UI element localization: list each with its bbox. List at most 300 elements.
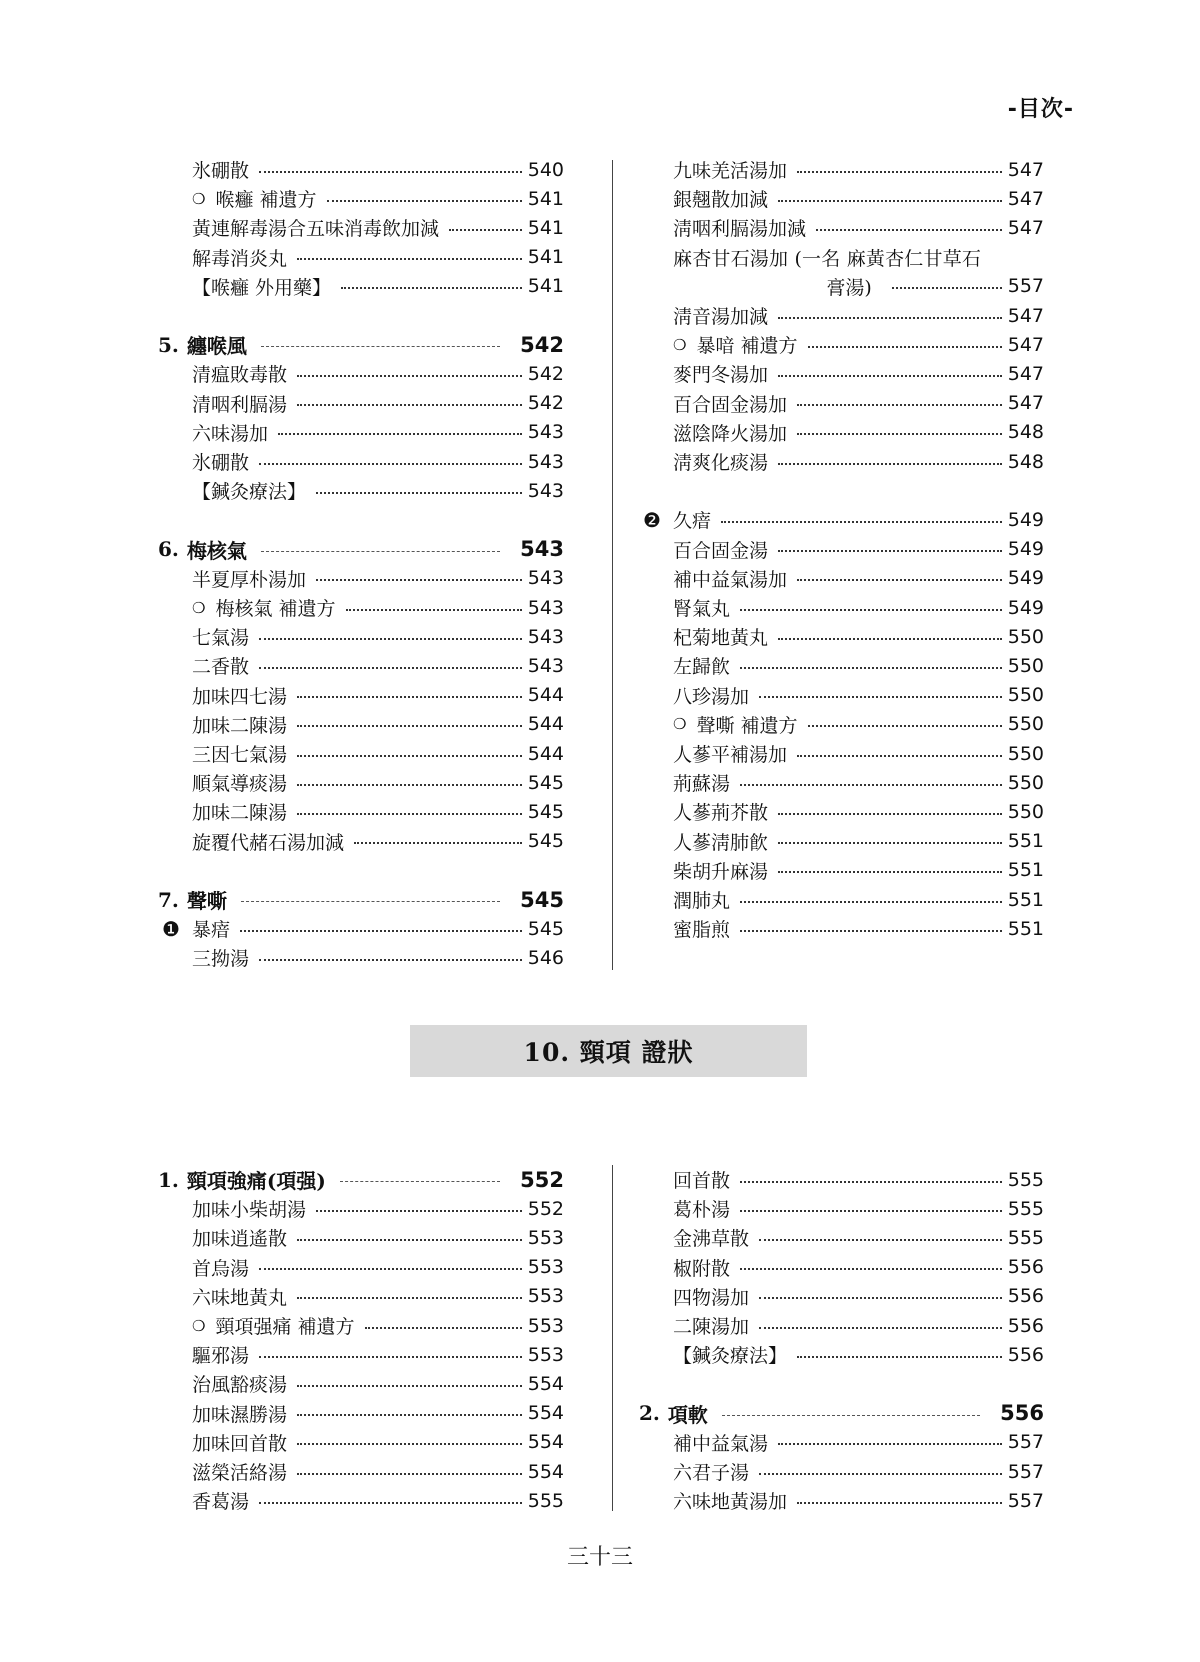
header-section-tag: -目次-	[1007, 97, 1074, 122]
column-divider-top	[612, 160, 613, 970]
entry-title: 加味回首散	[192, 1432, 288, 1455]
toc-entry	[673, 1253, 1044, 1282]
dot-leader	[316, 579, 522, 581]
section-title: 聲嘶	[186, 889, 227, 913]
page-number: 554	[527, 1460, 564, 1483]
toc-entry	[673, 593, 1044, 622]
toc-entry	[673, 710, 1044, 739]
page-number: 547	[1007, 333, 1044, 356]
entry-title: 淸咽利膈湯加減	[673, 218, 807, 241]
section-number: 1.	[158, 1167, 179, 1192]
dot-leader	[721, 521, 1002, 523]
page-number: 550	[1007, 654, 1044, 677]
dot-leader	[327, 200, 522, 202]
entry-title: 順氣導痰湯	[192, 773, 288, 796]
toc-entry	[192, 797, 564, 826]
entry-title: 七氣湯	[192, 627, 250, 650]
dot-leader	[240, 930, 522, 932]
toc-entry	[643, 505, 1044, 534]
toc-entry	[192, 213, 564, 242]
toc-entry	[192, 243, 564, 272]
toc-entry	[673, 768, 1044, 797]
toc-entry	[192, 943, 564, 972]
toc-entry	[673, 914, 1044, 943]
toc-entry	[673, 184, 1044, 213]
dot-leader	[340, 1181, 500, 1182]
dot-leader	[297, 404, 522, 406]
toc-entry	[192, 1340, 564, 1369]
toc-entry	[673, 885, 1044, 914]
entry-title: 回首散	[673, 1170, 731, 1192]
page-number: 557	[1007, 275, 1044, 298]
dot-leader	[740, 784, 1002, 786]
entry-title: 加味二陳湯	[192, 714, 288, 737]
toc-section-heading	[158, 1165, 564, 1194]
entry-title: 旋覆代赭石湯加減	[192, 831, 345, 854]
dot-leader	[449, 229, 522, 231]
dot-leader	[259, 1502, 522, 1504]
dot-leader	[797, 1356, 1002, 1358]
entry-title: 加味四七湯	[192, 685, 288, 708]
page-number: 541	[527, 187, 564, 210]
page-number: 555	[1007, 1226, 1044, 1249]
page-number: 544	[527, 742, 564, 765]
page-number: 555	[527, 1489, 564, 1512]
toc-entry	[192, 1486, 564, 1515]
page-number: 551	[1007, 917, 1044, 940]
toc-entry	[192, 155, 564, 184]
dot-leader	[297, 1297, 522, 1299]
entry-title: 暴喑 補遺方	[696, 335, 798, 358]
toc-entry	[673, 651, 1044, 680]
toc-entry	[673, 389, 1044, 418]
toc-entry	[192, 418, 564, 447]
dot-leader	[354, 842, 522, 844]
entry-title: 滋榮活絡湯	[192, 1462, 288, 1484]
dot-leader	[297, 1239, 522, 1241]
dot-leader	[778, 200, 1002, 202]
page-number: 549	[1007, 596, 1044, 619]
page-number: 545	[527, 800, 564, 823]
section-number: 5.	[158, 332, 179, 357]
dot-leader	[259, 959, 522, 961]
entry-title: 杞菊地黃丸	[673, 627, 769, 650]
toc-entry	[673, 1457, 1044, 1486]
toc-entry	[673, 243, 1044, 272]
toc-entry	[673, 535, 1044, 564]
toc-entry	[673, 330, 1044, 359]
dot-leader	[797, 1502, 1002, 1504]
toc-entry	[192, 768, 564, 797]
dot-leader	[297, 813, 522, 815]
dot-leader	[778, 842, 1002, 844]
dot-leader	[297, 258, 522, 260]
entry-title: 加味逍遙散	[192, 1228, 288, 1251]
entry-title: 人蔘荊芥散	[673, 802, 769, 825]
toc-entry	[673, 856, 1044, 885]
entry-title: 香葛湯	[192, 1491, 250, 1514]
circle-bullet-icon: ❍	[192, 189, 206, 208]
entry-title: 治風豁痰湯	[192, 1374, 288, 1397]
dot-leader	[259, 667, 522, 669]
entry-title: 【鍼灸療法】	[673, 1345, 788, 1368]
entry-title: 麻杏甘石湯加 (一名 麻黃杏仁甘草石	[673, 247, 982, 270]
toc-entry	[673, 1194, 1044, 1223]
page-number: 554	[527, 1372, 564, 1395]
dot-leader	[778, 375, 1002, 377]
toc-entry	[673, 1311, 1044, 1340]
toc-entry	[192, 1457, 564, 1486]
dot-leader	[808, 346, 1002, 348]
entry-title: 黃連解毒湯合五味消毒飲加減	[192, 218, 440, 241]
toc-entry	[192, 564, 564, 593]
dot-leader	[261, 346, 500, 347]
toc-entry	[673, 213, 1044, 242]
toc-entry	[192, 1194, 564, 1223]
dot-leader	[365, 1327, 522, 1329]
page-number: 543	[527, 567, 564, 590]
dot-leader	[797, 171, 1002, 173]
entry-title: 二香散	[192, 656, 250, 679]
toc-entry	[192, 1369, 564, 1398]
dot-leader	[808, 725, 1002, 727]
entry-title: 氷硼散	[192, 452, 250, 474]
dot-leader	[297, 1443, 522, 1445]
page-number: 547	[1007, 392, 1044, 415]
page-number: 545	[527, 830, 564, 853]
section-title: 梅核氣	[186, 538, 247, 563]
entry-title: 蜜脂煎	[673, 919, 731, 942]
dot-leader	[341, 287, 522, 289]
entry-title: 二陳湯加	[673, 1316, 750, 1338]
toc-entry	[673, 1223, 1044, 1252]
page-number: 541	[527, 246, 564, 269]
dot-leader	[778, 550, 1002, 552]
toc-entry	[673, 1165, 1044, 1194]
page-number: 547	[1007, 216, 1044, 239]
dot-leader	[778, 813, 1002, 815]
dot-leader	[346, 609, 522, 611]
dot-leader	[759, 1327, 1002, 1329]
page-number: 554	[527, 1402, 564, 1425]
entry-title: 淸爽化痰湯	[673, 452, 769, 474]
entry-title: 解毒消炎丸	[192, 247, 288, 270]
section-number: 2.	[639, 1401, 660, 1426]
dot-leader	[259, 638, 522, 640]
entry-title: 百合固金湯加	[673, 393, 788, 416]
section-number: 6.	[158, 537, 179, 562]
toc-section-heading	[158, 330, 564, 359]
page-number: 557	[1007, 1460, 1044, 1483]
dot-leader	[297, 725, 522, 727]
page-number: 548	[1007, 421, 1044, 444]
page-number: 552	[520, 1167, 564, 1192]
page-number: 556	[1007, 1343, 1044, 1366]
entry-title: 半夏厚朴湯加	[192, 568, 307, 591]
entry-title: 人蔘平補湯加	[673, 744, 788, 766]
footer-page-number: 三十三	[566, 1545, 633, 1570]
page-number: 541	[527, 216, 564, 239]
dot-leader	[759, 1239, 1002, 1241]
dot-leader	[740, 930, 1002, 932]
entry-title: 【鍼灸療法】	[192, 481, 307, 504]
toc-entry	[192, 1282, 564, 1311]
entry-title: 滋陰降火湯加	[673, 422, 788, 445]
page-number: 550	[1007, 713, 1044, 736]
page-number: 543	[527, 596, 564, 619]
entry-title: 九味羌活湯加	[673, 160, 788, 182]
dot-leader	[778, 317, 1002, 319]
dot-leader	[740, 1210, 1002, 1212]
dot-leader	[241, 901, 500, 902]
dot-leader	[316, 492, 522, 494]
entry-title: 荊蘇湯	[673, 773, 731, 796]
entry-title: 百合固金湯	[673, 539, 769, 562]
entry-title: 驅邪湯	[192, 1345, 250, 1368]
page-number: 555	[1007, 1168, 1044, 1191]
page-number: 556	[1007, 1314, 1044, 1337]
dot-leader	[259, 171, 522, 173]
entry-title: 加味小柴胡湯	[192, 1199, 307, 1222]
toc-entry	[673, 564, 1044, 593]
entry-title: 清瘟敗毒散	[192, 364, 288, 387]
toc-entry	[192, 593, 564, 622]
dot-leader	[278, 433, 522, 435]
page-number: 550	[1007, 771, 1044, 794]
entry-title: 六味湯加	[192, 422, 269, 445]
dot-leader	[297, 1414, 522, 1416]
section-title: 項軟	[667, 1402, 708, 1427]
toc-entry	[192, 827, 564, 856]
entry-title: 【喉癰 外用藥】	[192, 276, 332, 299]
page-number: 547	[1007, 304, 1044, 327]
page-number: 553	[527, 1226, 564, 1249]
entry-title: 麥門冬湯加	[673, 364, 769, 387]
entry-title: 六君子湯	[673, 1462, 750, 1484]
entry-title: 淸音湯加減	[673, 306, 769, 328]
toc-entry	[673, 301, 1044, 330]
toc-entry	[673, 681, 1044, 710]
dot-leader	[259, 463, 522, 465]
entry-title: 補中益氣湯加	[673, 568, 788, 591]
page-number: 557	[1007, 1431, 1044, 1454]
section-title: 纏喉風	[186, 334, 247, 359]
toc-section-heading	[639, 1399, 1044, 1428]
page-number: 553	[527, 1314, 564, 1337]
entry-title: 清咽利膈湯	[192, 393, 288, 416]
entry-title: 補中益氣湯	[673, 1432, 769, 1455]
page-number: 543	[527, 479, 564, 502]
page-number: 550	[1007, 742, 1044, 765]
page-number: 545	[527, 917, 564, 940]
toc-entry	[192, 651, 564, 680]
page-number: 549	[1007, 567, 1044, 590]
page-number: 556	[1007, 1256, 1044, 1279]
toc-entry	[192, 476, 564, 505]
toc-entry	[192, 389, 564, 418]
dot-leader	[816, 229, 1002, 231]
toc-entry	[673, 1340, 1044, 1369]
toc-entry	[192, 681, 564, 710]
toc-section-heading	[158, 535, 564, 564]
dot-leader	[740, 667, 1002, 669]
entry-title: 八珍湯加	[673, 685, 750, 708]
entry-title: 人蔘淸肺飮	[673, 831, 769, 854]
dot-leader	[297, 784, 522, 786]
page-number: 543	[527, 654, 564, 677]
column-divider-bottom	[612, 1165, 613, 1511]
page-number: 556	[1007, 1285, 1044, 1308]
page-number: 552	[527, 1197, 564, 1220]
page-number: 549	[1007, 508, 1044, 531]
section-number: 7.	[158, 887, 179, 912]
toc-entry	[673, 739, 1044, 768]
toc-entry	[673, 1282, 1044, 1311]
page-number: 542	[520, 332, 564, 357]
toc-entry	[673, 272, 1044, 301]
page-number: 546	[527, 946, 564, 969]
entry-title: 椒附散	[673, 1257, 731, 1280]
dot-leader	[316, 1210, 522, 1212]
toc-entry	[192, 710, 564, 739]
entry-title: 久瘖	[673, 510, 712, 533]
entry-title: 加味濕勝湯	[192, 1403, 288, 1426]
entry-title: 暴瘖	[192, 919, 231, 942]
entry-title: 金沸草散	[673, 1228, 750, 1251]
section-title: 頸項強痛(項强)	[186, 1169, 326, 1193]
dot-leader	[740, 901, 1002, 903]
page-number: 545	[527, 771, 564, 794]
page-number: 545	[520, 887, 564, 912]
page-number: 542	[527, 362, 564, 385]
toc-entry	[673, 1486, 1044, 1515]
toc-entry	[192, 1428, 564, 1457]
page-number: 553	[527, 1343, 564, 1366]
page-number: 540	[527, 158, 564, 181]
dot-leader	[722, 1415, 980, 1416]
entry-title: 加味二陳湯	[192, 802, 288, 825]
entry-title: 葛朴湯	[673, 1199, 731, 1222]
page-number: 553	[527, 1256, 564, 1279]
dot-leader	[797, 433, 1002, 435]
entry-title: 腎氣丸	[673, 598, 731, 620]
toc-entry	[192, 1223, 564, 1252]
toc-entry	[673, 827, 1044, 856]
page-number: 543	[527, 625, 564, 648]
toc-entry	[162, 914, 564, 943]
dot-leader	[778, 871, 1002, 873]
entry-title: 四物湯加	[673, 1286, 750, 1309]
entry-title: 三拗湯	[192, 948, 250, 971]
section-banner: 10. 頸項 證狀	[410, 1025, 807, 1077]
toc-entry	[192, 184, 564, 213]
dot-leader	[740, 609, 1002, 611]
toc-entry	[192, 739, 564, 768]
dot-leader	[259, 1356, 522, 1358]
circle-bullet-icon: ❍	[192, 598, 206, 617]
entry-title: 潤肺丸	[673, 890, 731, 912]
toc-entry	[673, 1428, 1044, 1457]
page-number: 543	[520, 537, 564, 562]
toc-entry	[192, 1253, 564, 1282]
entry-title: 喉癰 補遺方	[215, 189, 317, 212]
entry-title: 六味地黃湯加	[673, 1491, 788, 1514]
entry-title: 梅核氣 補遺方	[215, 598, 336, 620]
page-number: 547	[1007, 187, 1044, 210]
dot-leader	[778, 638, 1002, 640]
dot-leader	[759, 1473, 1002, 1475]
toc-entry	[673, 447, 1044, 476]
numbered-marker-icon: ❶	[162, 916, 180, 941]
page-number: 551	[1007, 830, 1044, 853]
toc-entry	[192, 272, 564, 301]
entry-title: 首烏湯	[192, 1257, 250, 1280]
page-number: 557	[1007, 1489, 1044, 1512]
dot-leader	[740, 1181, 1002, 1183]
dot-leader	[797, 579, 1002, 581]
page-number: 548	[1007, 450, 1044, 473]
toc-entry	[673, 418, 1044, 447]
page-number: 543	[527, 450, 564, 473]
dot-leader	[797, 755, 1002, 757]
numbered-marker-icon: ❷	[643, 507, 661, 532]
toc-entry	[192, 622, 564, 651]
page-number: 550	[1007, 800, 1044, 823]
dot-leader	[297, 755, 522, 757]
toc-entry	[192, 447, 564, 476]
circle-bullet-icon: ❍	[673, 715, 687, 734]
toc-section-heading	[158, 885, 564, 914]
page-number: 556	[1000, 1401, 1044, 1426]
page-number: 555	[1007, 1197, 1044, 1220]
page-number: 554	[527, 1431, 564, 1454]
toc-entry	[192, 1311, 564, 1340]
page-number: 550	[1007, 684, 1044, 707]
toc-entry	[192, 1399, 564, 1428]
dot-leader	[297, 375, 522, 377]
page-number: 543	[527, 421, 564, 444]
entry-title: 三因七氣湯	[192, 744, 288, 766]
entry-title: 膏湯)	[826, 276, 872, 299]
page-number: 544	[527, 684, 564, 707]
dot-leader	[759, 696, 1002, 698]
page-number: 553	[527, 1285, 564, 1308]
toc-entry	[673, 797, 1044, 826]
page-number: 551	[1007, 859, 1044, 882]
dot-leader	[297, 696, 522, 698]
toc-entry	[192, 359, 564, 388]
entry-title: 左歸飮	[673, 656, 731, 679]
toc-entry	[673, 359, 1044, 388]
dot-leader	[892, 287, 1002, 289]
page-number: 547	[1007, 362, 1044, 385]
dot-leader	[759, 1297, 1002, 1299]
entry-title: 銀翹散加減	[673, 189, 769, 212]
entry-title: 聲嘶 補遺方	[696, 714, 798, 737]
page-number: 542	[527, 392, 564, 415]
entry-title: 六味地黃丸	[192, 1286, 288, 1309]
page-number: 547	[1007, 158, 1044, 181]
dot-leader	[740, 1268, 1002, 1270]
dot-leader	[297, 1473, 522, 1475]
circle-bullet-icon: ❍	[673, 335, 687, 354]
entry-title: 氷硼散	[192, 160, 250, 182]
dot-leader	[797, 404, 1002, 406]
entry-title: 頸項强痛 補遺方	[215, 1316, 355, 1338]
entry-title: 柴胡升麻湯	[673, 860, 769, 883]
toc-entry	[673, 155, 1044, 184]
dot-leader	[778, 463, 1002, 465]
